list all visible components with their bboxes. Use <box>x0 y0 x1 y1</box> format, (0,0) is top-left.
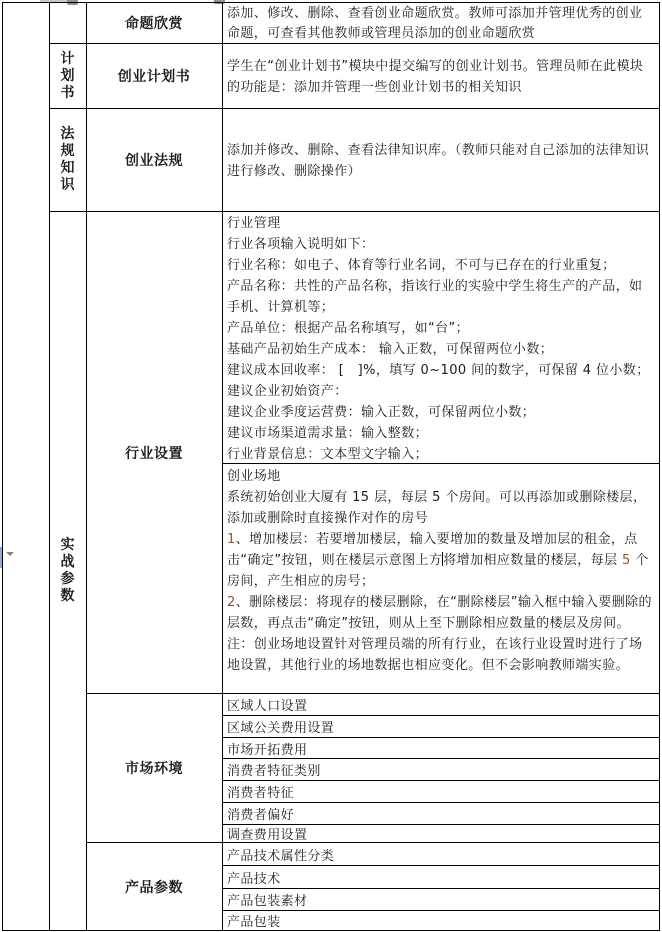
paragraph <box>227 423 655 444</box>
cell-group-fagui[interactable] <box>49 109 86 211</box>
paragraph <box>227 255 655 276</box>
paragraph <box>227 592 655 676</box>
label-fagui: 创业法规 <box>125 153 183 169</box>
table-row[interactable] <box>222 759 659 780</box>
label-shichang: 市场环境 <box>125 760 183 777</box>
text: 、增加楼层：若要增加楼层，输入要增加的数量及增加层的租金，点击“确定”按钮，则在楼层示意图上方 <box>227 532 638 568</box>
item-label: 消费者特征 <box>227 786 295 801</box>
text: 产品名称：共性的产品名称，指该行业的实验中学生将生产的产品，如手机、计算机等； <box>227 279 643 315</box>
group-label-shizhan: 实战参数 <box>60 537 75 604</box>
item-label: 产品技术 <box>227 871 281 887</box>
text: 行业各项输入说明如下： <box>227 237 375 252</box>
cell-label-hangye[interactable] <box>86 212 222 693</box>
text: 创业场地 <box>227 469 281 484</box>
cell-label-shichang[interactable] <box>86 693 222 842</box>
paragraph <box>227 360 655 381</box>
table-row[interactable] <box>222 781 659 802</box>
label-jihua: 创业计划书 <box>117 69 191 85</box>
table-row[interactable] <box>222 889 659 910</box>
paragraph <box>227 402 655 423</box>
cell-label-chanpin[interactable] <box>86 843 222 930</box>
cell-desc-site[interactable] <box>222 464 659 693</box>
text: 系统初始创业大厦有 15 层，每层 5 个房间。可以再添加或删除楼层，添加或删除时直接操作对作的房号 <box>227 490 647 526</box>
text: 个房间，产生相应的房号； <box>227 553 649 589</box>
paragraph <box>227 381 655 402</box>
table-row[interactable] <box>222 803 659 824</box>
cell-label-fagui[interactable] <box>86 109 222 211</box>
text: 将增加相应数量的楼层，每层 <box>443 553 623 568</box>
text: 行业名称：如电子、体育等行业名词，不可与已存在的行业重复； <box>227 258 616 273</box>
table-border-bottom <box>2 930 660 931</box>
item-label: 区域公关费用设置 <box>227 721 335 736</box>
paragraph <box>227 529 655 592</box>
item-label: 消费者偏好 <box>227 808 295 823</box>
desc-jihua: 学生在“创业计划书”模块中提交编写的创业计划书。管理员师在此模块的功能是：添加并管理一些创业计划书的相关知识 <box>227 58 644 95</box>
desc-mingti: 添加、修改、删除、查看创业命题欣赏。教师可添加并管理优秀的创业命题，可查看其他教师或管理员添加的创业命题欣赏 <box>227 5 643 41</box>
paragraph <box>227 276 655 318</box>
table-row[interactable] <box>222 738 659 758</box>
text: 、删除楼层：将现存的楼层删除，在“删除楼层”输入框中输入要删除的层数，再点击“确定”按钮，则从上至下删除相应数量的楼层及房间。注：创业场地设置针对管理员端的所有行业，在该行业设置时进行了场地设置，其他行业的场地数据也相应变化。但不会影响教师端实验。 <box>227 595 652 673</box>
item-label: 产品技术属性分类 <box>227 848 335 864</box>
text: 产品单位：根据产品名称填写，如“台”； <box>227 321 470 336</box>
label-chanpin: 产品参数 <box>125 879 183 896</box>
paragraph <box>227 444 655 463</box>
text: 建议市场渠道需求量：输入整数； <box>227 426 429 441</box>
cell-label-mingti[interactable] <box>86 3 222 43</box>
item-label: 区域人口设置 <box>227 699 308 714</box>
table-border-right <box>659 2 660 930</box>
table-row[interactable] <box>222 843 659 865</box>
item-label: 产品包装 <box>227 915 281 930</box>
accent-text: 5 <box>622 553 631 568</box>
text: 建议企业初始资产： <box>227 384 348 399</box>
table-row[interactable] <box>222 716 659 737</box>
chevron-down-icon[interactable] <box>6 552 14 556</box>
desc-fagui: 添加并修改、删除、查看法律知识库。（教师只能对自己添加的法律知识进行修改、删除操作） <box>227 142 650 179</box>
text: 基础产品初始生产成本： 输入正数，可保留两位小数； <box>227 342 554 357</box>
item-label: 消费者特征类别 <box>227 764 321 779</box>
paragraph <box>227 234 655 255</box>
cell-label-jihua[interactable] <box>86 44 222 108</box>
label-mingti: 命题欣赏 <box>125 16 183 32</box>
cell-desc-fagui[interactable] <box>222 109 659 211</box>
text: 建议成本回收率： [ ]%，填写 0~100 间的数字，可保留 4 位小数； <box>227 363 650 378</box>
paragraph <box>227 213 655 234</box>
item-label: 调查费用设置 <box>227 828 308 843</box>
table-border-left <box>2 2 3 930</box>
paragraph <box>227 318 655 339</box>
table-row[interactable] <box>222 825 659 842</box>
paragraph <box>227 466 655 487</box>
item-label: 市场开拓费用 <box>227 742 308 758</box>
cell-group-jihuashu[interactable] <box>49 44 86 108</box>
table-row[interactable] <box>222 911 659 930</box>
paragraph <box>227 339 655 360</box>
accent-text: 2 <box>227 595 236 610</box>
cell-desc-jihua[interactable] <box>222 44 659 108</box>
cell-desc-mingti[interactable] <box>222 3 659 43</box>
cell-desc-industry[interactable] <box>222 212 659 463</box>
text: 建议企业季度运营费：输入正数，可保留两位小数； <box>227 405 536 420</box>
item-label: 产品包装素材 <box>227 894 308 909</box>
text: 行业管理 <box>227 216 281 231</box>
accent-text: 1 <box>227 532 236 547</box>
group-label-jihuashu: 计划书 <box>60 50 75 101</box>
table-row[interactable] <box>222 866 659 888</box>
table-row[interactable] <box>222 694 659 715</box>
cell-group-shizhan[interactable] <box>49 212 86 930</box>
paragraph <box>227 487 655 529</box>
label-hangye: 行业设置 <box>125 445 183 462</box>
text: 行业背景信息：文本型文字输入； <box>227 447 429 462</box>
group-label-fagui: 法规知识 <box>60 126 75 193</box>
